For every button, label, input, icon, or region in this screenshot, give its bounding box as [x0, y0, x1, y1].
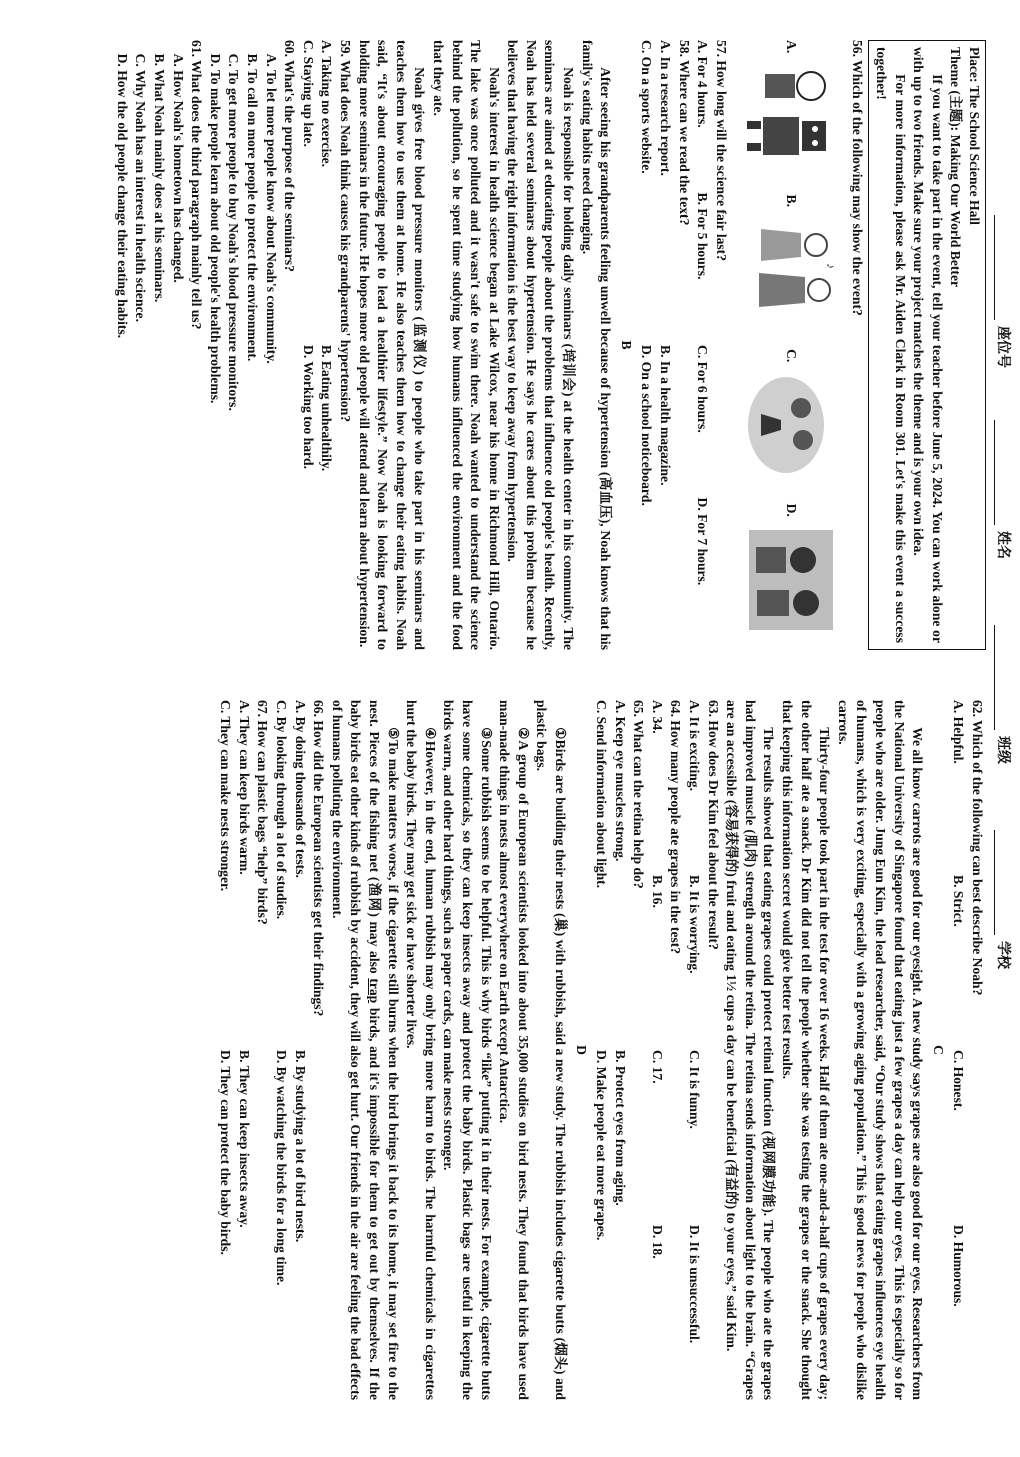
q63-option-c[interactable]: C. It is funny. [687, 1050, 703, 1129]
q64-option-c[interactable]: C. 17. [649, 1050, 665, 1084]
passage-b-paragraph: Noah gives free blood pressure monitors (监测仪) to people who take part in his seminars and teaches them how to use them at home. He also teaches them how to change their eating habits. Noah said, “It's about encouraging people to lead a healthier lifestyle.” Now Noah is looking forward to holding more seminars in the future. He hopes more old people will attend and learn about hypertension. [356, 40, 428, 650]
passage-b-paragraph: Noah's interest in health science began at Lake Wilcox, near his home in Richmond Hill, Ontario. The lake was once polluted and it wasn't safe to swim there. Noah wanted to understand the science behind the pollution, so he spent time studying how humans influenced the environment and the food that they ate. [430, 40, 502, 650]
q64-option-d[interactable]: D. 18. [649, 1225, 665, 1259]
q61-option-b[interactable]: B. What Noah mainly does at his seminars. [152, 53, 168, 303]
q62-option-b[interactable]: B. Strict. [951, 875, 967, 927]
q67-options [216, 700, 253, 1400]
q66-option-a[interactable]: A. By doing thousands of tests. [292, 700, 308, 878]
right-column [216, 700, 986, 1400]
passage-d-paragraph: ⑤To make matters worse, if the cigarette still burns when the bird brings it back to its home, it may set fire to the nest. Pieces of the fishing net (渔网) may also trap birds, and it's impossible for them to get out by themselves. If the baby birds eat other kinds of rubbish by accident, they will also get hurt. Our friends in the air are feeling the bad effects of humans polluting the environment. [329, 700, 401, 1400]
q66-option-c[interactable]: C. By looking through a lot of studies. [274, 700, 290, 920]
name-field[interactable]: 姓名 [994, 420, 1014, 559]
q62-option-a[interactable]: A. Helpful. [951, 700, 967, 764]
section-d-heading: D [573, 1045, 589, 1055]
q59-option-c[interactable]: C. Staying up late. [300, 40, 316, 147]
q58-options [637, 40, 674, 650]
q63-option-b[interactable]: B. It is worrying. [687, 875, 703, 974]
q67-option-c[interactable]: C. They can make nests stronger. [218, 700, 234, 892]
q58-option-d[interactable]: D. On a school noticeboard. [639, 345, 655, 506]
q57-option-b[interactable]: B. For 5 hours. [695, 192, 711, 280]
q57-options [693, 40, 712, 650]
passage-d-paragraph: ③Some rubbish seems to be helpful. This is why birds “like” putting it in their nests. For example, cigarette butts have some chemicals, so they can keep insects away and protect the baby birds. Plastic bags are useful in keeping the birds warm, and other hard things, such as paper cards, can make nests stronger. [441, 700, 494, 1400]
notice-paragraph: If you want to take part in the event, tell your teacher before June 5, 2024. You can work alone or with up to two friends. Make sure your project matches the theme and is your own idea. [911, 47, 945, 643]
q61-option-c[interactable]: C. Why Noah has an interest in health science. [133, 53, 149, 322]
q56-picture-options [736, 40, 846, 650]
q59-option-b[interactable]: B. Eating unhealthily. [319, 345, 335, 472]
notice-theme: Theme (主题): Making Our World Better [948, 47, 964, 288]
passage-c-paragraph: The results showed that eating grapes could protect retinal function (视网膜功能). The people who ate the grapes had improved muscle (肌肉) strength around the retina. The retina sends information about light to the brain. “Grapes are an accessible (容易获得的) fruit and eating 1½ cups a day can be beneficial (有益的) to your eyes,” said Kim. [724, 700, 777, 1400]
q64-option-b[interactable]: B. 16. [649, 875, 665, 908]
school-field[interactable]: 学校 [994, 830, 1014, 969]
q63-option-a[interactable]: A. It is exciting. [687, 700, 703, 791]
class-field[interactable]: 班级 [994, 625, 1014, 764]
singers-picture-icon [741, 215, 841, 325]
passage-b-paragraph: After seeing his grandparents feeling unwell because of hypertension (高血压), Noah knows that his family's eating habits need changing. [579, 40, 614, 650]
q58-option-a[interactable]: A. In a research report. [658, 40, 674, 176]
section-b-heading: B [618, 340, 634, 350]
q59-option-d[interactable]: D. Working too hard. [300, 345, 316, 470]
question-61: 61. What does the third paragraph mainly tell us? [189, 40, 205, 330]
question-57: 57. How long will the science fair last? [713, 40, 729, 262]
students-picture-icon [741, 525, 841, 635]
q62-options [949, 700, 968, 1400]
q60-option-b[interactable]: B. To call on more people to protect the environment. [245, 53, 260, 362]
q62-option-c[interactable]: C. Honest. [951, 1050, 967, 1111]
q66-options [271, 700, 308, 1400]
event-notice [868, 40, 986, 650]
q59-options [298, 40, 335, 650]
question-65: 65. What can the retina help do? [631, 700, 647, 889]
q57-option-a[interactable]: A. For 4 hours. [695, 40, 711, 128]
q65-options [592, 700, 629, 1400]
q56-option-c[interactable]: C. [736, 349, 846, 495]
q60-option-d[interactable]: D. To make people learn about old people's health problems. [207, 53, 223, 404]
question-66: 66. How did the European scientists get their findings? [311, 700, 327, 1017]
q67-option-d[interactable]: D. They can protect the baby birds. [218, 1050, 234, 1255]
q57-option-d[interactable]: D. For 7 hours. [695, 497, 711, 586]
q56-option-b[interactable]: B. ♪ [736, 195, 846, 341]
q60-option-a[interactable]: A. To let more people know about Noah's community. [263, 53, 279, 364]
passage-b-paragraph: Noah is responsible for holding daily seminars (培训会) at the health center in his community. The seminars are aimed at educating people about the problems that influence old people's health. Recently, Noah has held several seminars about hypertension. He says he cares about this problem because he believes that having the right information is the best way to keep away from hypertension. [505, 40, 577, 650]
passage-c-paragraph: Thirty-four people took part in the test for over 16 weeks. Half of them ate one-and-a-half cups of grapes every day; the other half ate a snack. Dr Kim did not tell the people whether she was testing the grapes or the snack. She thought that keeping this information secret would give better test results. [780, 700, 833, 1400]
underlined-word-trap: trap [367, 978, 382, 1004]
passage-d-paragraph: ④However, in the end, human rubbish may only bring more harm to birds. The harmful chemicals in cigarettes hurt the baby birds. They may get sick or have shorter lives. [404, 700, 438, 1400]
left-column [112, 40, 986, 650]
q59-option-a[interactable]: A. Taking no exercise. [319, 40, 335, 168]
q65-option-c[interactable]: C. Send information about light. [594, 700, 610, 889]
q65-option-b[interactable]: B. Protect eyes from aging. [612, 1050, 628, 1206]
passage-c-paragraph: We all know carrots are good for our eyesight. A new study says grapes are also good for our eyes. Researchers from the National University of Singapore found that eating just a few grapes a day can help our eyes. This is especially so for people who are older. Jung Eun Kim, the lead researcher, said, “Our study shows that eating grapes influences eye health of humans, which is very exciting, especially with a growing aging population.” This is good news for people who dislike carrots. [835, 700, 926, 1400]
seat-number-field[interactable]: 座位号 [994, 215, 1014, 368]
section-c-heading: C [930, 1045, 946, 1055]
q64-option-a[interactable]: A. 34. [649, 700, 665, 734]
question-62: 62. Which of the following can best describe Noah? [970, 700, 985, 996]
passage-d-paragraph: ①Birds are building their nests (巢) with rubbish, said a new study. The rubbish includes cigarette butts (烟头) and plastic bags. [534, 700, 568, 1400]
q66-option-d[interactable]: D. By watching the birds for a long time. [274, 1050, 290, 1286]
question-67: 67. How can plastic bags “help” birds? [255, 700, 271, 925]
binding-margin [990, 0, 1020, 1457]
q56-option-a[interactable]: A. [736, 40, 846, 186]
q62-option-d[interactable]: D. Humorous. [951, 1225, 967, 1307]
q61-option-d[interactable]: D. How the old people change their eating habits. [114, 53, 130, 339]
q67-option-b[interactable]: B. They can keep insects away. [236, 1050, 252, 1228]
notice-place: Place: The School Science Hall [967, 47, 982, 225]
notice-paragraph: For more information, please ask Mr. Aiden Clark in Room 301. Let's make this event a success together! [874, 47, 908, 643]
q56-option-d[interactable]: D. [736, 504, 846, 650]
question-59: 59. What does Noah think causes his grandparents' hypertension? [337, 40, 353, 423]
science-experiment-picture-icon [741, 370, 841, 480]
svg-text:♪: ♪ [823, 263, 838, 269]
q61-option-a[interactable]: A. How Noah's hometown has changed. [170, 53, 186, 283]
q64-options [647, 700, 666, 1400]
question-63: 63. How does Dr Kim feel about the result? [705, 700, 721, 950]
question-58: 58. Where can we read the text? [676, 40, 692, 226]
q63-options [685, 700, 704, 1400]
question-56: 56. Which of the following may show the event? [850, 40, 866, 316]
q58-option-b[interactable]: B. In a health magazine. [658, 345, 674, 486]
question-64: 64. How many people ate grapes in the test? [668, 700, 684, 955]
q58-option-c[interactable]: C. On a sports website. [639, 40, 655, 174]
q65-option-d[interactable]: D. Make people eat more grapes. [594, 1050, 610, 1241]
passage-d-paragraph: ②A group of European scientists looked into about 35,000 studies on bird nests. They found that birds have used man-made things in nests almost everywhere on Earth except Antarctica. [497, 700, 531, 1400]
q60-option-c[interactable]: C. To get more people to buy Noah's blood pressure monitors. [226, 53, 242, 411]
q67-option-a[interactable]: A. They can keep birds warm. [236, 700, 252, 875]
robot-picture-icon [741, 61, 841, 171]
question-60: 60. What's the purpose of the seminars? [282, 40, 298, 272]
q63-option-d[interactable]: D. It is unsuccessful. [687, 1225, 703, 1344]
q57-option-c[interactable]: C. For 6 hours. [695, 345, 711, 433]
q65-option-a[interactable]: A. Keep eye muscles strong. [612, 700, 628, 862]
q66-option-b[interactable]: B. By studying a lot of bird nests. [292, 1050, 308, 1243]
